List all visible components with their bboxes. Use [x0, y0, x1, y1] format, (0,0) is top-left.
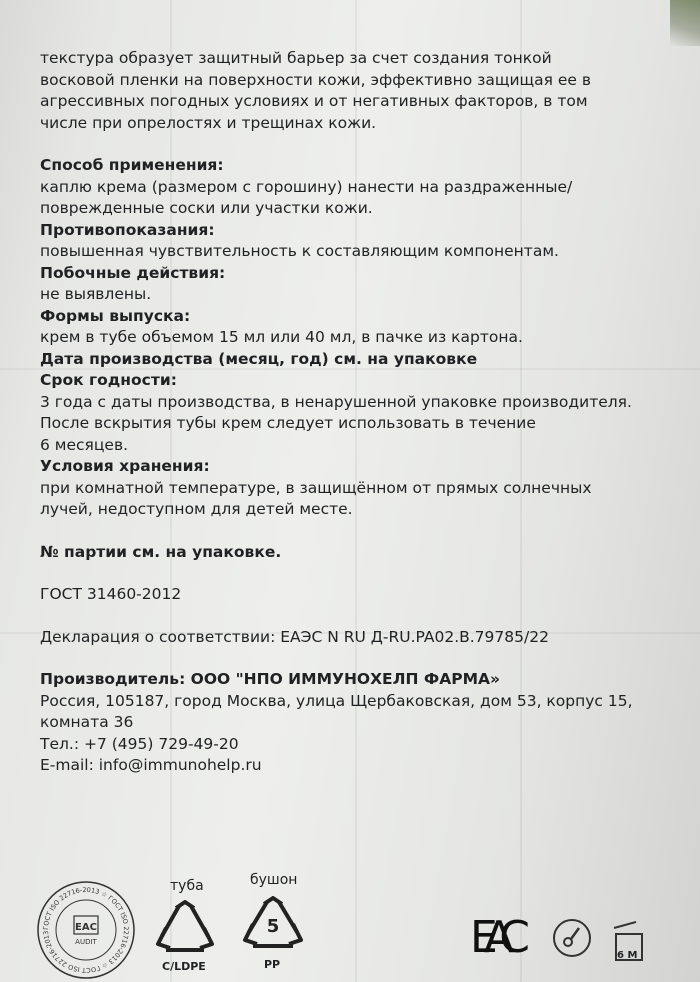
usage-heading: Способ применения: [40, 156, 224, 174]
leaflet-text [40, 48, 668, 777]
storage-line: лучей, недоступном для детей месте. [40, 500, 353, 518]
release-forms-heading: Формы выпуска: [40, 306, 191, 325]
manufacturer-address: комната 36 [40, 713, 134, 731]
batch-note: № партии см. на упаковке. [40, 542, 282, 561]
svg-text:EAC: EAC [470, 912, 530, 962]
contraindications-heading: Противопоказания: [40, 220, 215, 239]
shelf-life-paragraph [40, 392, 668, 457]
shelf-life-line: После вскрытия тубы крем следует использовать в течение [40, 414, 536, 432]
manufacturer-email: E-mail: info@immunohelp.ru [40, 756, 262, 774]
shelf-life-line: 3 года с даты производства, в ненарушенной упаковке производителя. [40, 392, 632, 411]
conformity-declaration: Декларация о соответствии: ЕАЭС N RU Д-RU.PA02.B.79785/22 [40, 627, 549, 646]
manufacturer-phone: Тел.: +7 (495) 729-49-20 [40, 734, 239, 753]
manufacturer-address: Россия, 105187, город Москва, улица Щербаковская, дом 53, корпус 15, [40, 691, 633, 710]
cap-label: бушон [250, 872, 298, 888]
intro-line: восковой пленки на поверхности кожи, эффективно защищая ее в [40, 70, 592, 89]
gost-standard: ГОСТ 31460-2012 [40, 585, 182, 603]
recycle-icon [152, 900, 218, 960]
usage-line: поврежденные соски или участки кожи. [40, 199, 373, 217]
side-effects-heading: Побочные действия: [40, 263, 226, 282]
contraindications-text: повышенная чувствительность к составляющим компонентам. [40, 242, 559, 260]
manufacture-date: Дата производства (месяц, год) см. на упаковке [40, 349, 478, 368]
storage-line: при комнатной температуре, в защищённом от прямых солнечных [40, 478, 592, 497]
pao-label: 6 M [617, 950, 638, 961]
shelf-life-heading: Срок годности: [40, 371, 177, 389]
cap-material-code: PP [264, 958, 281, 971]
tube-material-code: C/LDPE [162, 960, 206, 973]
intro-line: агрессивных погодных условиях и от негативных факторов, в том [40, 92, 588, 110]
tube-label: туба [170, 878, 204, 894]
eac-mark-icon [468, 902, 532, 962]
intro-line: текстура образует защитный барьер за счет создания тонкой [40, 49, 552, 67]
shelf-life-line: 6 месяцев. [40, 435, 129, 454]
svg-text:ГОСТ ISO 22716-2013 ☆ ГОСТ ISO: ГОСТ ISO 22716-2013 ☆ ГОСТ ISO 22716-2013 ☆ ГОСТ ISO 22716-2013 [41, 885, 131, 975]
storage-heading: Условия хранения: [40, 457, 210, 475]
recycle-pp-icon [238, 896, 308, 956]
side-effects-text: не выявлены. [40, 285, 152, 303]
manufacturer-heading: Производитель: ООО "НПО ИММУНОХЕЛП ФАРМА» [40, 670, 501, 688]
intro-line: числе при опрелостях и трещинах кожи. [40, 113, 377, 132]
intro-paragraph [40, 48, 668, 134]
release-forms-text: крем в тубе объемом 15 мл или 40 мл, в пачке из картона. [40, 328, 523, 346]
svg-text:5: 5 [266, 916, 280, 937]
page-corner-shadow [670, 0, 700, 46]
svg-text:EAC: EAC [75, 922, 97, 933]
cosmetic-spoon-icon [552, 918, 592, 958]
symbols-row [0, 860, 700, 982]
gost-audit-seal-icon [36, 880, 136, 980]
svg-text:AUDIT: AUDIT [75, 938, 97, 946]
usage-line: каплю крема (размером с горошину) нанести на раздраженные/ [40, 177, 573, 196]
